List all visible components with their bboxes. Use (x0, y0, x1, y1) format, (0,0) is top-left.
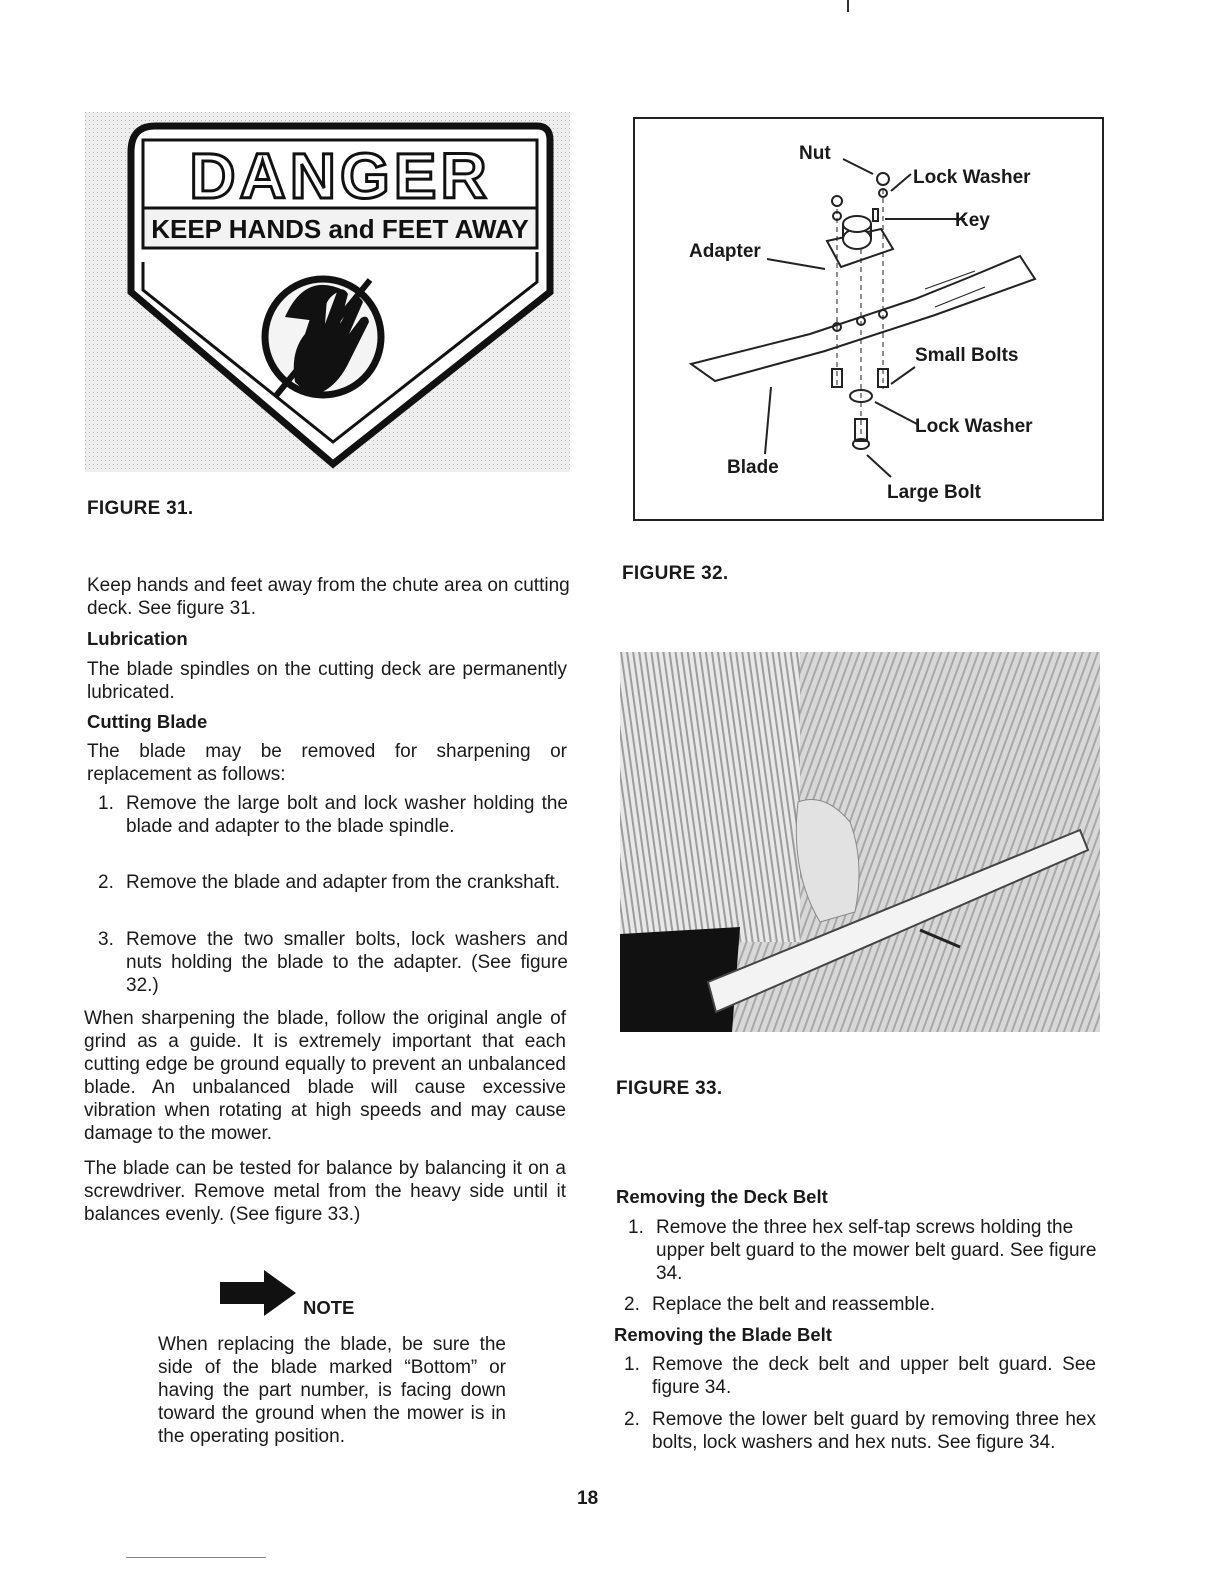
list-item (624, 1353, 1096, 1401)
note-label: NOTE (303, 1297, 355, 1318)
danger-title: DANGER (189, 140, 491, 212)
list-item (98, 928, 568, 998)
list-item (98, 792, 568, 862)
figure-33 (620, 652, 1100, 1032)
note-text: When replacing the blade, be sure the side of the blade marked “Bottom” or having the part number, is facing down toward the ground when the mower is in the operating position. (158, 1334, 506, 1447)
list-item (628, 1216, 1100, 1286)
figure-31-caption: FIGURE 31. (87, 498, 194, 519)
figure-33-caption: FIGURE 33. (616, 1078, 723, 1099)
intro-paragraph: Keep hands and feet away from the chute area on cutting deck. See figure 31. (87, 575, 570, 619)
lubrication-text: The blade spindles on the cutting deck are permanently lubricated. (87, 659, 567, 703)
figure-32 (633, 117, 1104, 521)
label-small-bolts: Small Bolts (915, 345, 1019, 366)
step-text: Remove the large bolt and lock washer holding the blade and adapter to the blade spindle. (126, 793, 568, 837)
danger-sign-image (85, 112, 570, 472)
step-text: Remove the two smaller bolts, lock washers and nuts holding the blade to the adapter. (See figure 32.) (126, 929, 568, 996)
step-text: Replace the belt and reassemble. (652, 1294, 936, 1315)
label-adapter: Adapter (689, 241, 761, 262)
list-item (624, 1293, 1096, 1319)
sharpening-paragraph: When sharpening the blade, follow the original angle of grind as a guide. It is extremely important that each cutting edge be ground equally to prevent an unbalanced blade. An unbalanced blade will cause excessive vibration when rotating at high speeds and may cause damage to the mower. (84, 1008, 566, 1144)
top-tick-mark (847, 0, 849, 12)
label-lock-washer-top: Lock Washer (913, 167, 1031, 188)
footer-rule (126, 1557, 266, 1558)
list-item (98, 871, 568, 919)
step-number: 1. (628, 1217, 644, 1238)
blade-balance-photo (620, 652, 1100, 1032)
blade-belt-heading: Removing the Blade Belt (614, 1324, 832, 1345)
list-item (624, 1408, 1096, 1478)
step-number: 2. (624, 1409, 640, 1430)
label-nut: Nut (799, 143, 831, 164)
step-number: 1. (624, 1354, 640, 1375)
figure-31 (85, 112, 570, 472)
step-text: Remove the three hex self-tap screws holding the upper belt guard to the mower belt guard. See figure 34. (656, 1217, 1097, 1284)
label-lock-washer-bottom: Lock Washer (915, 416, 1033, 437)
step-number: 2. (98, 872, 114, 893)
balance-paragraph: The blade can be tested for balance by balancing it on a screwdriver. Remove metal from the heavy side until it balances evenly. (See figure 33.) (84, 1158, 566, 1225)
lubrication-heading: Lubrication (87, 628, 188, 649)
page-number: 18 (577, 1488, 599, 1509)
step-number: 1. (98, 793, 114, 814)
step-text: Remove the lower belt guard by removing three hex bolts, lock washers and hex nuts. See figure 34. (652, 1409, 1096, 1453)
cutting-blade-intro: The blade may be removed for sharpening or replacement as follows: (87, 741, 567, 785)
step-number: 3. (98, 929, 114, 950)
step-text: Remove the deck belt and upper belt guard. See figure 34. (652, 1354, 1096, 1398)
step-text: Remove the blade and adapter from the crankshaft. (126, 872, 561, 893)
step-number: 2. (624, 1294, 640, 1315)
label-key: Key (955, 210, 990, 231)
danger-subtitle: KEEP HANDS and FEET AWAY (151, 214, 529, 244)
label-large-bolt: Large Bolt (887, 482, 981, 503)
figure-32-caption: FIGURE 32. (622, 563, 729, 584)
cutting-blade-heading: Cutting Blade (87, 711, 208, 732)
blade-assembly-diagram (635, 119, 1102, 519)
label-blade: Blade (727, 457, 779, 478)
deck-belt-heading: Removing the Deck Belt (616, 1186, 828, 1207)
note-arrow-icon (218, 1268, 298, 1318)
